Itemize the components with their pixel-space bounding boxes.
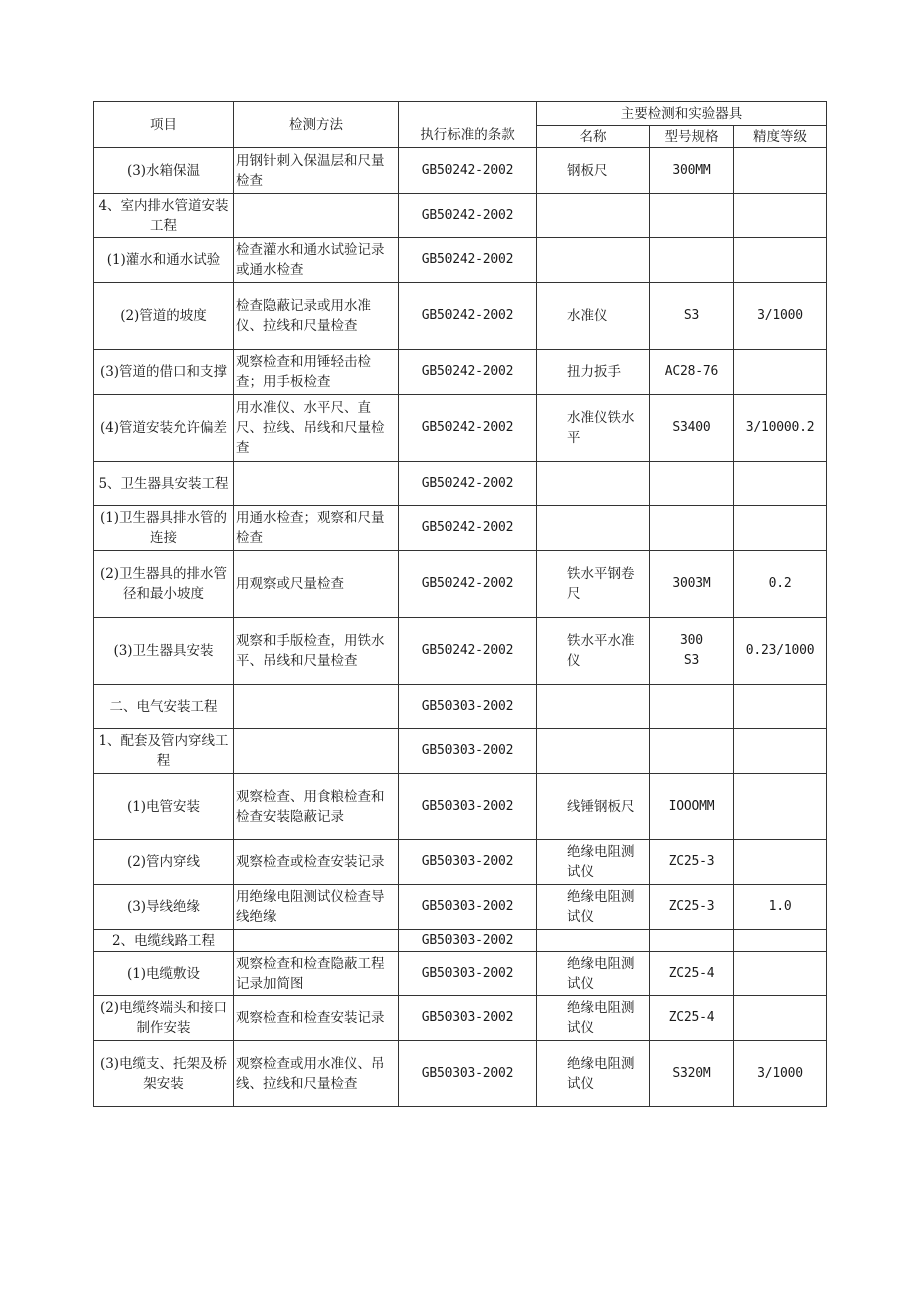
cell-method: 观察检查或检查安装记录 (234, 840, 399, 885)
cell-method: 用水准仪、水平尺、直尺、拉线、吊线和尺量检查 (234, 395, 399, 462)
cell-method (234, 729, 399, 774)
cell-precision (734, 930, 827, 952)
cell-standard: GB50242-2002 (399, 148, 537, 194)
table-row (94, 395, 827, 462)
cell-project: (4)管道安装允许偏差 (94, 395, 234, 462)
cell-project: (1)电管安装 (94, 774, 234, 840)
cell-model: 3003M (650, 551, 734, 618)
cell-method: 检查隐蔽记录或用水准仪、拉线和尺量检查 (234, 283, 399, 350)
cell-model (650, 238, 734, 283)
cell-precision (734, 685, 827, 729)
cell-model: S320M (650, 1041, 734, 1107)
cell-standard: GB50303-2002 (399, 952, 537, 996)
cell-name (537, 729, 650, 774)
table-row (94, 618, 827, 685)
inspection-table (93, 101, 827, 1107)
cell-name (537, 194, 650, 238)
cell-name: 铁水平钢卷尺 (537, 551, 650, 618)
cell-project: 4、室内排水管道安装工程 (94, 194, 234, 238)
table-row (94, 685, 827, 729)
cell-standard: GB50242-2002 (399, 551, 537, 618)
cell-method (234, 462, 399, 506)
header-method: 检测方法 (234, 102, 399, 148)
table-row (94, 462, 827, 506)
cell-name (537, 685, 650, 729)
cell-name: 绝缘电阻测试仪 (537, 885, 650, 930)
header-project: 项目 (94, 102, 234, 148)
cell-precision: 3/1000 (734, 1041, 827, 1107)
cell-project: (2)电缆终端头和接口制作安装 (94, 996, 234, 1041)
cell-standard: GB50303-2002 (399, 1041, 537, 1107)
cell-name: 水准仪 (537, 283, 650, 350)
cell-model: AC28-76 (650, 350, 734, 395)
cell-name: 线锤钢板尺 (537, 774, 650, 840)
cell-standard: GB50242-2002 (399, 350, 537, 395)
table-row (94, 238, 827, 283)
cell-standard: GB50242-2002 (399, 395, 537, 462)
cell-method: 观察检查和用锤轻击检查；用手板检查 (234, 350, 399, 395)
cell-standard: GB50242-2002 (399, 238, 537, 283)
cell-model (650, 729, 734, 774)
cell-precision: 0.2 (734, 551, 827, 618)
table-row (94, 952, 827, 996)
cell-method: 检查灌水和通水试验记录或通水检查 (234, 238, 399, 283)
table-row (94, 729, 827, 774)
cell-project: (1)卫生器具排水管的连接 (94, 506, 234, 551)
cell-precision (734, 840, 827, 885)
cell-method: 观察检查和检查安装记录 (234, 996, 399, 1041)
table-row (94, 885, 827, 930)
cell-precision (734, 148, 827, 194)
table-row (94, 283, 827, 350)
cell-method: 观察检查和检查隐蔽工程记录加简图 (234, 952, 399, 996)
cell-project: (1)灌水和通水试验 (94, 238, 234, 283)
cell-precision: 1.0 (734, 885, 827, 930)
cell-name (537, 930, 650, 952)
cell-project: (3)水箱保温 (94, 148, 234, 194)
table-row (94, 1041, 827, 1107)
table-row (94, 840, 827, 885)
cell-model (650, 930, 734, 952)
cell-standard: GB50303-2002 (399, 729, 537, 774)
cell-project: (2)卫生器具的排水管径和最小坡度 (94, 551, 234, 618)
cell-name: 绝缘电阻测试仪 (537, 1041, 650, 1107)
cell-model: 300MM (650, 148, 734, 194)
cell-method: 用观察或尺量检查 (234, 551, 399, 618)
table-row (94, 930, 827, 952)
table-row (94, 996, 827, 1041)
cell-project: 二、电气安装工程 (94, 685, 234, 729)
cell-model: IOOOMM (650, 774, 734, 840)
cell-precision: 0.23/1000 (734, 618, 827, 685)
cell-precision (734, 729, 827, 774)
cell-standard: GB50303-2002 (399, 996, 537, 1041)
cell-name: 水准仪铁水平 (537, 395, 650, 462)
cell-method: 用钢针刺入保温层和尺量检查 (234, 148, 399, 194)
cell-project: (2)管内穿线 (94, 840, 234, 885)
cell-project: (2)管道的坡度 (94, 283, 234, 350)
cell-standard: GB50303-2002 (399, 685, 537, 729)
cell-project: 5、卫生器具安装工程 (94, 462, 234, 506)
cell-model (650, 194, 734, 238)
cell-precision: 3/1000 (734, 283, 827, 350)
cell-name: 绝缘电阻测试仪 (537, 952, 650, 996)
cell-standard: GB50303-2002 (399, 930, 537, 952)
cell-precision (734, 952, 827, 996)
cell-method: 用绝缘电阻测试仪检查导线绝缘 (234, 885, 399, 930)
cell-name: 绝缘电阻测试仪 (537, 996, 650, 1041)
cell-project: 2、电缆线路工程 (94, 930, 234, 952)
cell-method (234, 685, 399, 729)
table-row (94, 148, 827, 194)
cell-standard: GB50242-2002 (399, 618, 537, 685)
cell-model: S3 (650, 283, 734, 350)
cell-project: 1、配套及管内穿线工程 (94, 729, 234, 774)
cell-method: 用通水检查；观察和尺量检查 (234, 506, 399, 551)
cell-name (537, 506, 650, 551)
cell-project: (1)电缆敷设 (94, 952, 234, 996)
cell-model (650, 685, 734, 729)
cell-standard: GB50242-2002 (399, 194, 537, 238)
cell-model: ZC25-4 (650, 996, 734, 1041)
header-row-1 (94, 102, 827, 126)
header-precision: 精度等级 (734, 126, 827, 148)
cell-precision (734, 350, 827, 395)
cell-model: S3400 (650, 395, 734, 462)
cell-model (650, 462, 734, 506)
cell-precision: 3/10000.2 (734, 395, 827, 462)
cell-project: (3)导线绝缘 (94, 885, 234, 930)
cell-name: 钢板尺 (537, 148, 650, 194)
table-row (94, 350, 827, 395)
table-row (94, 774, 827, 840)
cell-model: ZC25-3 (650, 885, 734, 930)
header-name: 名称 (537, 126, 650, 148)
cell-precision (734, 462, 827, 506)
cell-model: ZC25-3 (650, 840, 734, 885)
cell-precision (734, 774, 827, 840)
cell-name: 绝缘电阻测试仪 (537, 840, 650, 885)
cell-method: 观察和手版检查，用铁水平、吊线和尺量检查 (234, 618, 399, 685)
cell-project: (3)管道的借口和支撑 (94, 350, 234, 395)
cell-standard: GB50303-2002 (399, 774, 537, 840)
table-row (94, 194, 827, 238)
cell-project: (3)电缆支、托架及桥架安装 (94, 1041, 234, 1107)
cell-method (234, 930, 399, 952)
cell-method: 观察检查、用食粮检查和检查安装隐蔽记录 (234, 774, 399, 840)
cell-precision (734, 996, 827, 1041)
cell-standard: GB50303-2002 (399, 840, 537, 885)
cell-name: 扭力扳手 (537, 350, 650, 395)
cell-precision (734, 506, 827, 551)
header-standard: 执行标准的条款 (399, 102, 537, 148)
cell-standard: GB50242-2002 (399, 283, 537, 350)
cell-name (537, 462, 650, 506)
cell-name: 铁水平水准仪 (537, 618, 650, 685)
header-equipment-group: 主要检测和实验器具 (537, 102, 827, 126)
cell-model (650, 506, 734, 551)
cell-model: 300 S3 (650, 618, 734, 685)
cell-method (234, 194, 399, 238)
cell-name (537, 238, 650, 283)
cell-standard: GB50242-2002 (399, 462, 537, 506)
cell-precision (734, 238, 827, 283)
cell-model: ZC25-4 (650, 952, 734, 996)
cell-project: (3)卫生器具安装 (94, 618, 234, 685)
cell-method: 观察检查或用水准仪、吊线、拉线和尺量检查 (234, 1041, 399, 1107)
table-row (94, 506, 827, 551)
cell-standard: GB50303-2002 (399, 885, 537, 930)
header-model: 型号规格 (650, 126, 734, 148)
cell-standard: GB50242-2002 (399, 506, 537, 551)
cell-precision (734, 194, 827, 238)
table-row (94, 551, 827, 618)
